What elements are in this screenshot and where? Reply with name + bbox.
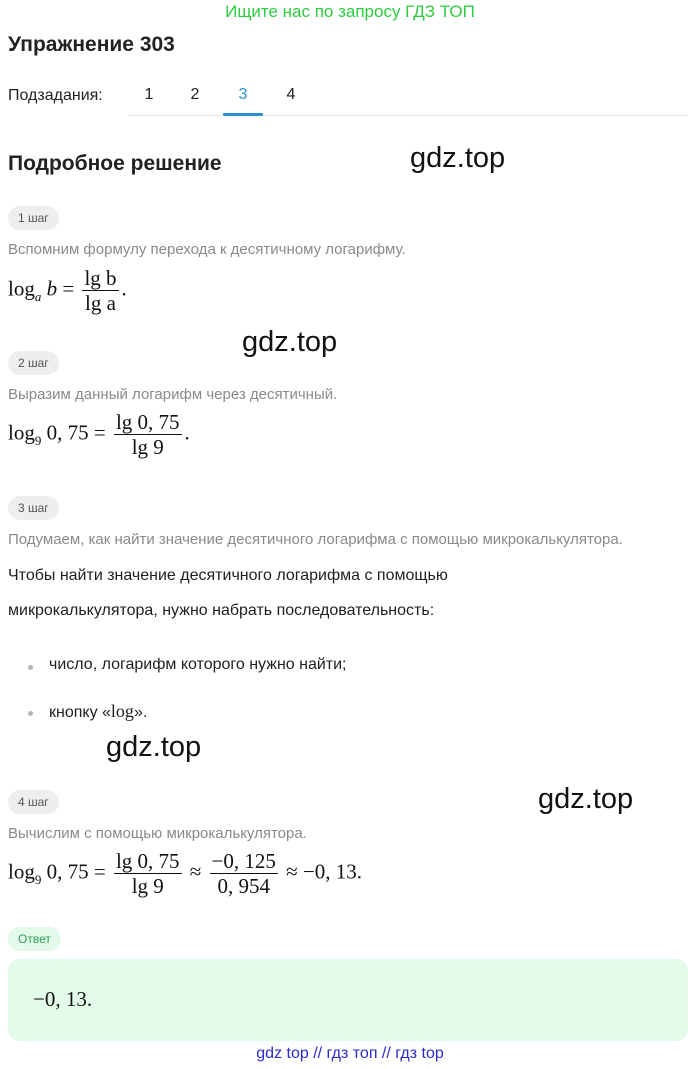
tab-subtask-3[interactable]: 3 [238, 86, 248, 103]
step-badge: 4 шаг [8, 790, 59, 814]
bullet-dot [28, 711, 33, 716]
active-tab-indicator [223, 113, 263, 116]
subtasks-label: Подзадания: [8, 87, 103, 104]
step-badge: 2 шаг [8, 351, 59, 375]
page-title: Упражнение 303 [8, 33, 175, 56]
formula-step-4: $\log_9 0$, 75 = $\frac{\lg 0, 75}{\lg 9}$ ≈ $\frac{-0, 125}{0, 954}$ ≈ −0, 13. [8, 849, 363, 898]
watermark: gdz.top [410, 142, 506, 174]
step-description: Вспомним формулу перехода к десятичному логарифму. [8, 241, 406, 258]
watermark: gdz.top [538, 783, 634, 815]
watermark: gdz.top [242, 326, 338, 358]
step-badge: 3 шаг [8, 496, 59, 520]
section-title: Подробное решение [8, 152, 222, 175]
step-description: Выразим данный логарифм через десятичный. [8, 386, 338, 403]
top-banner: Ищите нас по запросу ГДЗ ТОП [225, 2, 475, 21]
formula-step-1: $\log_a b$ = $\frac{\text{lg b}}{\text{lg a}}$ . [8, 266, 127, 315]
list-item: кнопку «log». [49, 701, 148, 721]
tab-subtask-4[interactable]: 4 [286, 86, 296, 103]
answer-value: −0, 13. [33, 987, 93, 1011]
footer-links: gdz top // гдз топ // гдз top [256, 1045, 444, 1062]
formula-step-2: $\log_9 0$, 75 = $\frac{\lg 0, 75}{\lg 9}$ . [8, 410, 190, 459]
tab-subtask-1[interactable]: 1 [144, 86, 154, 103]
tab-subtask-2[interactable]: 2 [190, 86, 200, 103]
tabs-divider [128, 115, 688, 116]
explanation-line: микрокалькулятора, нужно набрать последовательность: [8, 602, 435, 619]
step-description: Вычислим с помощью микрокалькулятора. [8, 825, 307, 842]
bullet-dot [28, 665, 33, 670]
step-badge: 1 шаг [8, 206, 59, 230]
list-item: число, логарифм которого нужно найти; [49, 656, 347, 673]
answer-box [8, 959, 688, 1041]
step-description: Подумаем, как найти значение десятичного логарифма с помощью микрокалькулятора. [8, 531, 623, 548]
explanation-line: Чтобы найти значение десятичного логарифма с помощью [8, 567, 448, 584]
answer-badge: Ответ [8, 927, 61, 951]
watermark: gdz.top [106, 731, 202, 763]
